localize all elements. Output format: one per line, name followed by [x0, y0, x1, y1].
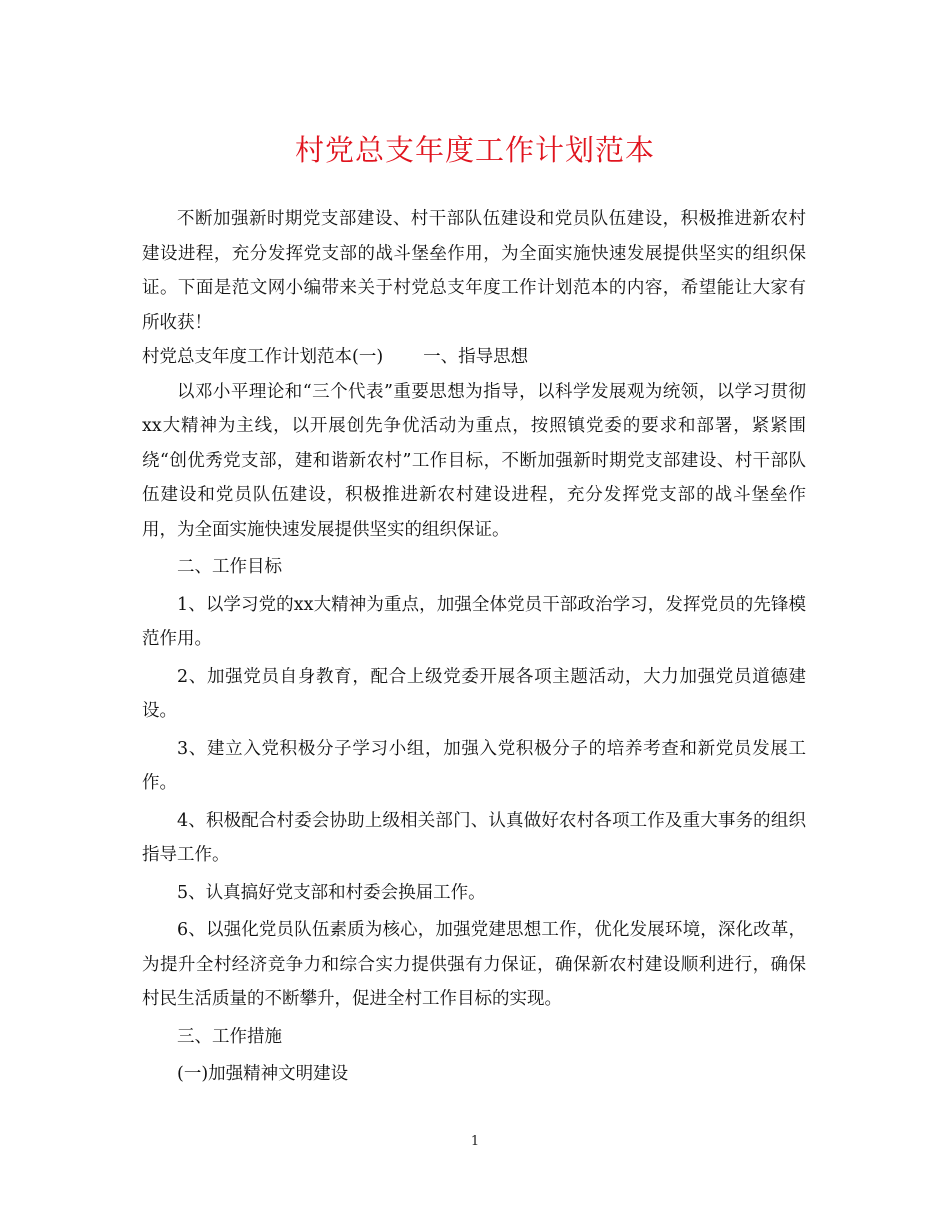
- document-body: [142, 202, 806, 1092]
- section-heading-guiding: 一、指导思想: [423, 347, 529, 367]
- subsection-heading: (一)加强精神文明建设: [177, 1064, 349, 1084]
- goal-item: 5、认真搞好党支部和村委会换届工作。: [177, 882, 486, 903]
- intro-paragraph: 不断加强新时期党支部建设、村干部队伍建设和党员队伍建设，积极推进新农村建设进程，充分发挥党支部的战斗堡垒作用，为全面实施快速发展提供坚实的组织保证。下面是范文网小编带来关于村党总支年度工作计划范本的内容，希望能让大家有所收获！: [142, 209, 806, 333]
- section-heading-measures: 三、工作措施: [177, 1026, 282, 1047]
- page-number: 1: [470, 1134, 480, 1149]
- goal-item: 1、以学习党的xx大精神为重点，加强全体党员干部政治学习，发挥党员的先锋模范作用。: [142, 594, 806, 649]
- document-title: 村党总支年度工作计划范本: [294, 133, 655, 167]
- guiding-paragraph: 以邓小平理论和“三个代表”重要思想为指导，以科学发展观为统领，以学习贯彻xx大精神为主线，以开展创先争优活动为重点，按照镇党委的要求和部署，紧紧围绕“创优秀党支部，建和谐新农村”工作目标，不断加强新时期党支部建设、村干部队伍建设和党员队伍建设，积极推进新农村建设进程，充分发挥党支部的战斗堡垒作用，为全面实施快速发展提供坚实的组织保证。: [142, 381, 806, 540]
- goal-item: 3、建立入党积极分子学习小组，加强入党积极分子的培养考查和新党员发展工作。: [142, 738, 806, 793]
- plan-subtitle: 村党总支年度工作计划范本(一): [142, 347, 384, 367]
- section-heading-goals: 二、工作目标: [177, 557, 282, 577]
- subtitle-line: [142, 340, 806, 375]
- goal-item: 4、积极配合村委会协助上级相关部门、认真做好农村各项工作及重大事务的组织指导工作。: [142, 810, 806, 865]
- goal-item: 6、以强化党员队伍素质为核心，加强党建思想工作，优化发展环境，深化改革，为提升全村经济竞争力和综合实力提供强有力保证，确保新农村建设顺利进行，确保村民生活质量的不断攀升，促进全村工作目标的实现。: [142, 920, 806, 1009]
- goal-item: 2、加强党员自身教育，配合上级党委开展各项主题活动，大力加强党员道德建设。: [142, 666, 806, 721]
